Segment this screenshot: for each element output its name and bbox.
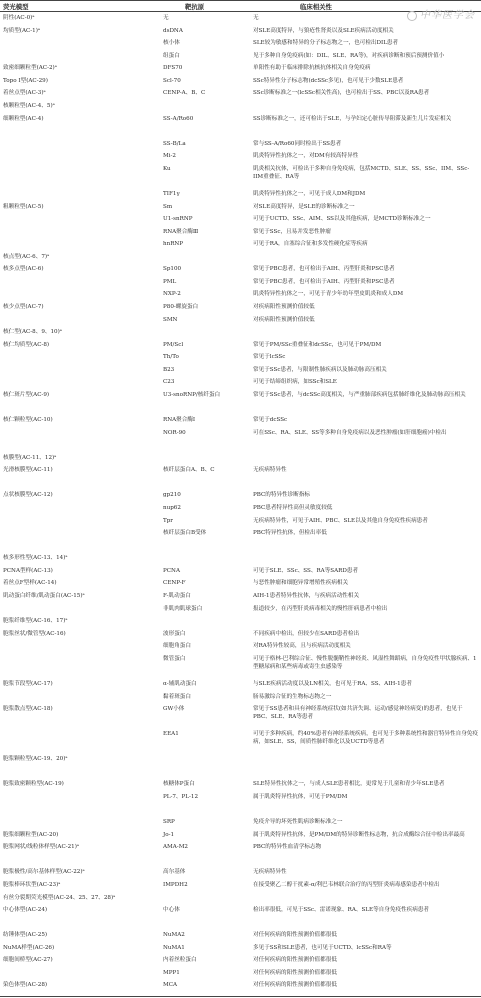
table-row [0, 102, 481, 115]
table-row [0, 617, 481, 630]
antigen-cell: 微管蛋白 [163, 655, 186, 662]
table-row [0, 780, 481, 793]
clinical-cell: 常见于PBC患者，也可检出于AIH、丙型肝炎和PSC患者 [253, 266, 395, 273]
table-row [0, 366, 481, 379]
clinical-cell: 无疾病特异性 [253, 467, 287, 474]
antigen-cell: RNA聚合酶Ⅰ [163, 417, 196, 424]
table-row [0, 140, 481, 153]
pattern-cell: 胞浆散点型(AC-18) [3, 706, 53, 712]
table-row [0, 341, 481, 354]
antigen-cell: MPP1 [163, 969, 180, 976]
antigen-cell: 核糖体P蛋白 [163, 781, 195, 788]
table-row [0, 303, 481, 316]
clinical-cell: 常与SS-A/Ro60同时检出于SS患者 [253, 140, 342, 147]
table-row [0, 316, 481, 329]
antigen-cell: Tpr [163, 517, 173, 524]
table-row [0, 592, 481, 605]
antigen-cell: α-辅肌动蛋白 [163, 680, 197, 687]
header-clinical: 临床相关性 [300, 3, 332, 11]
clinical-cell: 属于肌炎特异性抗体，是PM/DM的特异诊断性标志物，抗合成酶综合征中检出率最高 [253, 831, 465, 838]
antigen-cell: TIF1γ [163, 190, 180, 197]
antigen-cell: CENP-F [163, 580, 186, 587]
antigen-cell: B23 [163, 366, 175, 373]
antigen-cell: MCA [163, 982, 178, 989]
table-row [0, 14, 481, 27]
clinical-cell: 不同疾病中检出，但较少在SARD患者检出 [253, 630, 360, 637]
antigen-cell: nup62 [163, 505, 181, 511]
clinical-cell: 可见于SLE、SSc、SS、RA等SARD患者 [253, 567, 359, 574]
table-row [0, 793, 481, 818]
clinical-cell: SS诊断标准之一，还可检出于SLE，与孕妇定心脏传导阻滞及新生儿片发症相关 [253, 115, 452, 122]
table-row [0, 605, 481, 618]
pattern-cell: 胞浆丝状/微管型(AC-16) [3, 630, 66, 637]
table-row [0, 328, 481, 341]
table-row [0, 39, 481, 52]
clinical-cell: 常见于SSc患者，与dcSSc高度相关，与严重肺部疾病包括肺纤维化及肺动脉高压相关 [253, 391, 466, 398]
antigen-cell: 中心体 [163, 907, 180, 914]
antigen-cell: PM/Scl [163, 341, 184, 348]
pattern-cell: 阴性(AC-0)ᵃ [3, 15, 35, 21]
pattern-cell: 核多点型(AC-6) [3, 266, 44, 273]
table-row [0, 240, 481, 253]
table-row [0, 278, 481, 291]
clinical-cell: 对任何疾病的阳性预测价值都很低 [253, 982, 337, 989]
clinical-cell: 单阳性有助于临床排除抗核抗体相关自身免疫病 [253, 65, 371, 72]
antigen-cell: 无 [163, 15, 169, 21]
antigen-cell: U1-snRNP [163, 216, 193, 222]
pattern-cell: 核少点型(AC-7) [3, 304, 44, 310]
clinical-cell: 可见于结缔组织病，如SSc和SLE [253, 379, 337, 386]
pattern-cell: 胞浆网状/线粒体样型(AC-21)ᵃ [3, 844, 80, 851]
table-row [0, 152, 481, 165]
antigen-cell: Jo-1 [163, 831, 175, 838]
pattern-cell: 胞浆致密颗粒型(AC-19) [3, 781, 64, 788]
top-rule [0, 0, 481, 1]
antigen-cell: 核纤层蛋白A、B、C [163, 467, 215, 474]
antigen-cell: IMPDH2 [163, 881, 188, 888]
pattern-cell: 核仁颗粒型(AC-10) [3, 417, 53, 424]
antigen-cell: DFS70 [163, 65, 183, 72]
table-row [0, 642, 481, 655]
clinical-cell: 对SLE高度特异，是SLE的诊断标准之一 [253, 203, 355, 210]
clinical-cell: SSc诊断标准之一(lcSSc相关性高)，也可检出于SS、PBC以及RA患者 [253, 90, 430, 97]
pattern-cell: 核点型(AC-6、7)ᵃ [3, 253, 50, 260]
pattern-cell: 核颗粒型(AC-4、5)ᵃ [3, 102, 55, 109]
clinical-cell: 常见于SSc患者，与限制性肺疾病以及肺动脉高压相关 [253, 366, 387, 373]
pattern-cell: Topo Ⅰ型(AC-29) [3, 77, 48, 84]
header-antigen: 靶抗原 [185, 3, 205, 11]
table-row [0, 969, 481, 982]
table-row [0, 730, 481, 755]
clinical-cell: PBC的特异性血清学标志物 [253, 844, 322, 851]
clinical-cell: 检出率很低，可见于SSc、雷诺现象、RA、SLE等自身免疫性疾病患者 [253, 907, 430, 914]
antigen-cell: Mi-2 [163, 153, 176, 160]
antigen-cell: dsDNA [163, 27, 183, 34]
table-row [0, 630, 481, 643]
antigen-cell: SS-B/La [163, 140, 186, 147]
antigen-cell: NuMA1 [163, 944, 185, 951]
antigen-cell: AMA-M2 [163, 844, 188, 851]
table-row [0, 517, 481, 530]
clinical-cell: 免疫介导的坏死性肌病诊断标准之一 [253, 819, 343, 826]
pattern-cell: NuMA样型(AC-26) [3, 944, 55, 951]
antigen-cell: Sm [163, 203, 173, 210]
table-row [0, 215, 481, 228]
clinical-cell: 常见于lcSSc [253, 354, 286, 361]
header-pattern: 荧光模型 [3, 3, 29, 11]
table-row [0, 705, 481, 730]
clinical-cell: 对任何疾病的阳性预测价值都很低 [253, 969, 337, 976]
pattern-cell: 细颗粒型(AC-4) [3, 115, 44, 122]
table-row [0, 416, 481, 429]
antigen-cell: CENP-A、B、C [163, 90, 206, 97]
clinical-cell: 与恶性肿瘤和细胞异常增殖性疾病相关 [253, 580, 349, 587]
pattern-cell: 均质型(AC-1)ᵃ [3, 27, 41, 34]
clinical-cell: SLE较为敏感和特异的分子标志物之一，也可检出DIL患者 [253, 40, 399, 47]
pattern-cell: 核多形性型(AC-13、14)ᵃ [3, 555, 68, 562]
pattern-cell: 着丝点型(AC-3)ᵃ [3, 90, 46, 97]
clinical-cell: 无疾病特异性，可见于AIH、PBC、SLE以及其他自身免疫性疾病患者 [253, 517, 428, 524]
antigen-cell: Ku [163, 165, 171, 172]
pattern-cell: PCNA型样(AC-13) [3, 567, 53, 574]
table-row [0, 894, 481, 907]
clinical-cell: SLE特异性抗体之一，与成人SLE患者相比，更常见于儿童和青少年SLE患者 [253, 781, 445, 788]
pattern-cell: 致密细颗粒型(AC-2)ᵃ [3, 65, 57, 72]
table-row [0, 466, 481, 491]
table-row [0, 203, 481, 216]
clinical-cell: PBC的特异性诊断指标 [253, 492, 311, 499]
pattern-cell: 核仁均质型(AC-8) [3, 341, 50, 348]
pattern-cell: 点状核膜型(AC-12) [3, 492, 53, 499]
table-row [0, 52, 481, 65]
table-row [0, 115, 481, 140]
table-row [0, 981, 481, 994]
clinical-cell: 可见于格林-巴利综合征、慢性脱髓鞘性神经炎、风湿性舞蹈病，自身免疫性甲状腺疾病、1型糖尿病和某些病毒或寄生虫感染等 [253, 655, 477, 670]
table-row [0, 868, 481, 881]
table-row [0, 353, 481, 366]
table-row [0, 491, 481, 504]
antigen-cell: PL-7、PL-12 [163, 794, 199, 800]
table-row [0, 89, 481, 102]
table-row [0, 190, 481, 203]
bottom-rule [0, 996, 481, 997]
pattern-cell: 中心体型(AC-24) [3, 907, 48, 914]
antigen-cell: 内着丝粒蛋白 [163, 957, 197, 964]
antigen-cell: 非肌肉肌球蛋白 [163, 605, 203, 612]
antigen-cell: NXP-2 [163, 291, 181, 298]
table-row [0, 429, 481, 454]
clinical-cell: AIH-1患者特异性抗体，与疾病活动性相关 [253, 592, 360, 599]
clinical-cell: 常见于SS患者和具有神经系统症状(如共济失调、运动/感觉神经病变)的患者，也见于PBC、SLE、RA等患者 [253, 706, 463, 720]
pattern-cell: 胞浆纤维型(AC-16、17)ᵃ [3, 618, 68, 625]
clinical-cell: 可见于RA，自塞综合征和多发性硬化症等疾病 [253, 241, 368, 248]
pattern-cell: 胞浆棒环状型(AC-23)ᵃ [3, 881, 61, 888]
table-row [0, 265, 481, 278]
antigen-cell: EEA1 [163, 731, 179, 738]
table-row [0, 64, 481, 77]
table-row [0, 77, 481, 90]
table-row [0, 931, 481, 944]
antigen-cell: 组蛋白 [163, 52, 180, 59]
table-row [0, 27, 481, 40]
pattern-cell: 染色体型(AC-28) [3, 982, 48, 989]
table-row [0, 831, 481, 844]
antigen-cell: Scl-70 [163, 77, 181, 84]
clinical-cell: 与SLE疾病活动度以及LN相关，也可见于RA、SS、AIH-1患者 [253, 680, 412, 687]
antigen-cell: NuMA2 [163, 932, 185, 939]
clinical-cell: 对疾病阳性预测价值较低 [253, 316, 315, 323]
antigen-cell: P80-螺旋蛋白 [163, 304, 199, 310]
clinical-cell: PBC患者特异性高但灵敏度较低 [253, 505, 333, 511]
antigen-cell: 黏着斑蛋白 [163, 693, 191, 700]
pattern-cell: 核膜型(AC-11、12)ᵃ [3, 454, 57, 461]
watermark-text: 中华医学会 [420, 10, 475, 21]
antigen-cell: hnRNP [163, 241, 184, 248]
antigen-cell: GW小体 [163, 706, 185, 712]
table-row [0, 529, 481, 554]
antigen-cell: 核小体 [163, 40, 180, 47]
table-row [0, 228, 481, 241]
clinical-cell: 可见于UCTD、SSc、AIM、SS以及其他疾病，是MCTD诊断标准之一 [253, 216, 431, 222]
clinical-cell: 常见于PBC患者，也可检出于AIH、丙型肝炎和PSC患者 [253, 278, 395, 285]
clinical-cell: 常见于PM/SSc重叠征和dcSSc，也可见于PM/DM [253, 341, 382, 348]
clinical-cell: 无疾病特异性 [253, 869, 287, 876]
antigen-cell: RNA聚合酶Ⅲ [163, 228, 199, 235]
table-row [0, 290, 481, 303]
clinical-cell: 可在SSc、RA、SLE、SS等多种自身免疫病以及恶性肿瘤(如肝细胞癌)中检出 [253, 429, 447, 436]
clinical-cell: 对SLE高度特异，与狼疮性肾炎以及SLE疾病活动度相关 [253, 27, 394, 34]
clinical-cell: 对RA特异性较高，且与疾病活动度相关 [253, 643, 351, 650]
pattern-cell: 着丝点F型样(AC-14) [3, 580, 57, 587]
table-row [0, 378, 481, 391]
antigen-cell: SMN [163, 316, 178, 323]
clinical-cell: 对任何疾病的阳性预测价值都很低 [253, 957, 337, 964]
pattern-cell: 光滑核膜型(AC-11) [3, 467, 53, 474]
antigen-cell: Th/To [163, 354, 179, 361]
pattern-cell: 纺锤体型(AC-25) [3, 932, 48, 939]
table-row [0, 906, 481, 931]
antigen-cell: 细胞角蛋白 [163, 643, 191, 650]
clinical-cell: 报道较少，在丙型肝炎病毒相关的慢性肝病患者中检出 [253, 605, 388, 612]
clinical-cell: 无 [253, 15, 259, 21]
clinical-cell: 多见于SS和SLE患者，也可见于UCTD、lcSSc和RA等 [253, 944, 392, 951]
table-row [0, 693, 481, 706]
clinical-cell: 肠易激综合征的生物标志物之一 [253, 693, 332, 700]
antigen-cell: C23 [163, 379, 175, 386]
table-row [0, 504, 481, 517]
table-row [0, 554, 481, 567]
antigen-cell: PCNA [163, 567, 180, 574]
antigen-cell: 波形蛋白 [163, 630, 186, 637]
pattern-cell: 核仁型(AC-8、9、10)ᵃ [3, 329, 62, 336]
antigen-cell: SRP [163, 819, 175, 826]
antigen-cell: NOR-90 [163, 429, 186, 436]
antigen-cell: 核纤层蛋白B受体 [163, 530, 207, 537]
table-row [0, 579, 481, 592]
table-row [0, 454, 481, 467]
antigen-cell: gp210 [163, 492, 181, 499]
clinical-cell: 常见于SSc，且易并发恶性肿瘤 [253, 228, 331, 235]
clinical-cell: 常见于dcSSc [253, 417, 288, 424]
clinical-cell: 肌炎特异性抗体之一，可见于成人DM和JDM [253, 190, 366, 197]
clinical-cell: PBC特异性抗体，但检出率低 [253, 530, 327, 537]
table-row [0, 755, 481, 780]
antigen-cell: SS-A/Ro60 [163, 115, 194, 122]
clinical-cell: 见于多种自身免疫病(如：DIL、SLE、RA等)，对疾病诊断和预后预测价值小 [253, 52, 445, 59]
pattern-cell: 胞浆节段型(AC-17) [3, 680, 53, 687]
table-row [0, 253, 481, 266]
pattern-cell: 胞浆极性/高尔基体样型(AC-22)ᵃ [3, 869, 85, 876]
table-row [0, 567, 481, 580]
clinical-cell: 对任何疾病的阳性预测价值都很低 [253, 932, 337, 939]
pattern-cell: 细胞间桥型(AC-27) [3, 957, 53, 964]
antigen-cell: U3-snoRNP/核纤蛋白 [163, 391, 221, 398]
clinical-cell: 肌炎特异性抗体之一，可见于青少年幼年型皮肌炎和成人DM [253, 291, 404, 298]
pattern-cell: 粗颗粒型(AC-5) [3, 203, 44, 210]
table-row [0, 680, 481, 693]
pattern-cell: 有丝分裂期荧光模型(AC-24、25、27、28)ᵃ [3, 894, 116, 901]
table-row [0, 881, 481, 894]
table-row [0, 843, 481, 868]
pattern-cell: 肌动蛋白纤维/肌动蛋白(AC-15)ᵃ [3, 592, 85, 599]
pattern-cell: 胞浆颗粒型(AC-19、20)ᵃ [3, 756, 68, 763]
clinical-cell: 属于肌炎特异性抗体，可见于PM/DM [253, 794, 348, 800]
table-row [0, 391, 481, 416]
clinical-cell: 对疾病阳性预测价值较低 [253, 304, 315, 310]
table-row [0, 655, 481, 680]
clinical-cell: 肌炎相关抗体，可检出于多种自身免疫病，包括MCTD、SLE、SS、SSc、IIM、SSc-IIM重叠征、RA等 [253, 165, 470, 180]
table-row [0, 944, 481, 957]
antigen-cell: 高尔基体 [163, 869, 186, 876]
antigen-cell: PML [163, 278, 177, 285]
table-row [0, 818, 481, 831]
table-row [0, 956, 481, 969]
antigen-cell: Sp100 [163, 266, 182, 273]
pattern-cell: 胞浆细颗粒型(AC-20) [3, 831, 59, 838]
table-row [0, 165, 481, 190]
clinical-cell: 可见于多种疾病，约40%患者有神经系统疾病，也可见于多种系统性和器官特异性自身免疫病，如SLE、SS，间质性肺纤维化以及UCTD等患者 [253, 731, 478, 746]
clinical-cell: 在接受聚乙二醇干扰素-α/利巴韦林联合治疗的丙型肝炎病毒感染患者中检出 [253, 881, 440, 888]
antigen-cell: F-肌动蛋白 [163, 592, 191, 599]
clinical-cell: 肌炎特异性抗体之一，对DM有较高特异性 [253, 153, 359, 160]
pattern-cell: 核仁斑片型(AC-9) [3, 391, 50, 398]
clinical-cell: SSc特异性分子标志物(dcSSc多见)，也可见于少数SLE患者 [253, 77, 404, 84]
